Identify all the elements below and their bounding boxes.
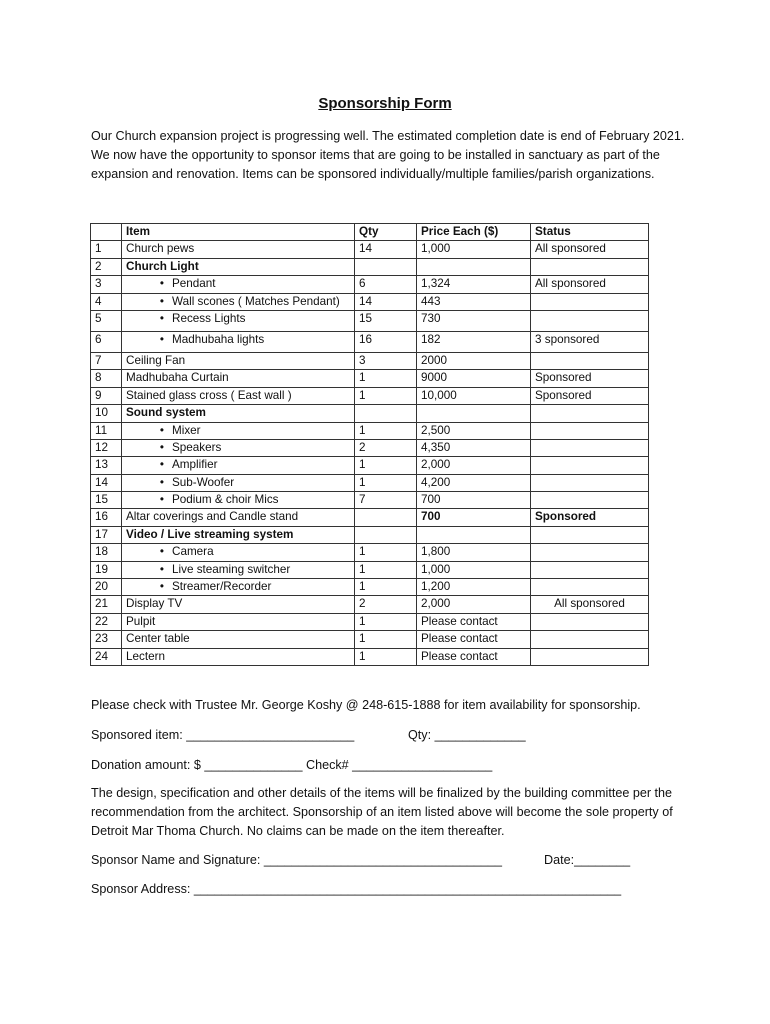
qty-cell <box>355 258 417 275</box>
table-row <box>91 474 649 491</box>
item-label: Streamer/Recorder <box>172 580 272 594</box>
qty-cell: 1 <box>355 613 417 630</box>
status-cell: Sponsored <box>531 370 649 387</box>
price-cell: 9000 <box>417 370 531 387</box>
qty-cell: 6 <box>355 276 417 293</box>
item-cell <box>122 579 355 596</box>
item-cell <box>122 596 355 613</box>
qty-cell: 1 <box>355 631 417 648</box>
price-cell <box>417 526 531 543</box>
status-cell <box>531 422 649 439</box>
price-cell: 700 <box>417 492 531 509</box>
item-label: Video / Live streaming system <box>126 527 294 541</box>
qty-cell: 2 <box>355 596 417 613</box>
price-cell: 1,000 <box>417 241 531 258</box>
qty-cell: 1 <box>355 422 417 439</box>
item-cell <box>122 310 355 331</box>
item-cell <box>122 258 355 275</box>
item-label: Stained glass cross ( East wall ) <box>126 388 292 402</box>
price-cell: 10,000 <box>417 387 531 404</box>
status-cell <box>531 544 649 561</box>
item-label: Podium & choir Mics <box>172 493 279 507</box>
row-number: 24 <box>91 648 122 665</box>
row-number: 18 <box>91 544 122 561</box>
header-price: Price Each ($) <box>417 224 531 241</box>
item-label: Center table <box>126 632 190 646</box>
item-label: Live steaming switcher <box>172 562 291 576</box>
header-item: Item <box>122 224 355 241</box>
price-cell: 2000 <box>417 352 531 369</box>
row-number: 3 <box>91 276 122 293</box>
price-cell <box>417 405 531 422</box>
row-number: 22 <box>91 613 122 630</box>
price-cell: 700 <box>417 509 531 526</box>
row-number: 17 <box>91 526 122 543</box>
item-cell <box>122 544 355 561</box>
item-cell <box>122 474 355 491</box>
item-label: Camera <box>172 545 214 559</box>
item-cell <box>122 526 355 543</box>
item-label: Madhubaha Curtain <box>126 371 229 385</box>
table-row <box>91 596 649 613</box>
row-number: 16 <box>91 509 122 526</box>
item-cell <box>122 387 355 404</box>
qty-cell <box>355 509 417 526</box>
intro-paragraph: Our Church expansion project is progressing well. The estimated completion date is end of February 2021. We now have the opportunity to sponsor items that are going to be installed in sanctuary as part of the expansion and renovation. Items can be sponsored individually/multiple families/parish organizations. <box>91 129 685 181</box>
qty-cell: 1 <box>355 474 417 491</box>
donation-amount-field[interactable]: Donation amount: $ ______________ Check# ____________________ <box>91 758 493 772</box>
qty-cell: 1 <box>355 561 417 578</box>
row-number: 7 <box>91 352 122 369</box>
item-cell <box>122 405 355 422</box>
status-cell <box>531 631 649 648</box>
table-row <box>91 387 649 404</box>
item-cell <box>122 561 355 578</box>
price-cell: 1,324 <box>417 276 531 293</box>
item-cell <box>122 276 355 293</box>
item-label: Wall scones ( Matches Pendant) <box>172 294 340 308</box>
table-row <box>91 370 649 387</box>
item-label: Lectern <box>126 649 165 663</box>
status-cell <box>531 258 649 275</box>
table-row <box>91 631 649 648</box>
table-row <box>91 352 649 369</box>
table-row <box>91 613 649 630</box>
table-row <box>91 509 649 526</box>
item-label: Speakers <box>172 440 222 454</box>
status-cell <box>531 648 649 665</box>
price-cell: 182 <box>417 331 531 352</box>
price-cell: Please contact <box>417 613 531 630</box>
item-label: Display TV <box>126 597 183 611</box>
qty-cell: 14 <box>355 293 417 310</box>
row-number: 6 <box>91 331 122 352</box>
item-label: Ceiling Fan <box>126 353 186 367</box>
price-cell: 2,000 <box>417 596 531 613</box>
status-cell: Sponsored <box>531 387 649 404</box>
status-cell <box>531 352 649 369</box>
status-cell <box>531 310 649 331</box>
row-number: 4 <box>91 293 122 310</box>
qty-cell: 1 <box>355 370 417 387</box>
status-cell <box>531 457 649 474</box>
status-cell: All sponsored <box>531 276 649 293</box>
bullet-icon: • <box>159 475 164 489</box>
bullet-icon: • <box>159 580 164 594</box>
bullet-icon: • <box>159 332 164 346</box>
form-title: Sponsorship Form <box>318 95 452 112</box>
table-row <box>91 492 649 509</box>
item-label: Pendant <box>172 277 216 291</box>
item-label: Recess Lights <box>172 311 246 325</box>
qty-cell <box>355 405 417 422</box>
header-no <box>91 224 122 241</box>
price-cell: 2,000 <box>417 457 531 474</box>
header-status: Status <box>531 224 649 241</box>
row-number: 21 <box>91 596 122 613</box>
status-cell <box>531 474 649 491</box>
qty-cell: 1 <box>355 544 417 561</box>
price-cell: 1,000 <box>417 561 531 578</box>
row-number: 10 <box>91 405 122 422</box>
sponsor-name-field[interactable]: Sponsor Name and Signature: __________________________________ <box>91 853 503 867</box>
status-cell <box>531 492 649 509</box>
row-number: 19 <box>91 561 122 578</box>
price-cell: 1,200 <box>417 579 531 596</box>
item-cell <box>122 241 355 258</box>
status-cell: 3 sponsored <box>531 331 649 352</box>
status-cell: All sponsored <box>531 596 649 613</box>
price-cell: 1,800 <box>417 544 531 561</box>
item-cell <box>122 613 355 630</box>
row-number: 12 <box>91 439 122 456</box>
price-cell: Please contact <box>417 648 531 665</box>
item-label: Church Light <box>126 259 199 273</box>
bullet-icon: • <box>159 458 164 472</box>
row-number: 13 <box>91 457 122 474</box>
item-cell <box>122 648 355 665</box>
table-row <box>91 526 649 543</box>
qty-cell: 14 <box>355 241 417 258</box>
item-cell <box>122 492 355 509</box>
item-cell <box>122 631 355 648</box>
item-cell <box>122 352 355 369</box>
price-cell: Please contact <box>417 631 531 648</box>
bullet-icon: • <box>159 311 164 325</box>
row-number: 9 <box>91 387 122 404</box>
qty-cell: 2 <box>355 439 417 456</box>
bullet-icon: • <box>159 493 164 507</box>
table-row <box>91 241 649 258</box>
row-number: 14 <box>91 474 122 491</box>
price-cell: 730 <box>417 310 531 331</box>
row-number: 1 <box>91 241 122 258</box>
qty-cell: 1 <box>355 387 417 404</box>
status-cell <box>531 526 649 543</box>
disclaimer-paragraph: The design, specification and other details of the items will be finalized by the building committee per the recommendation from the architect. Sponsorship of an item listed above will become the sole property of Detroit Mar Thoma Church. No claims can be made on the item thereafter. <box>91 786 673 838</box>
date-field[interactable]: Date:________ <box>544 853 631 867</box>
sponsored-item-field[interactable]: Sponsored item: ________________________ <box>91 728 355 742</box>
status-cell <box>531 439 649 456</box>
table-row <box>91 293 649 310</box>
status-cell: Sponsored <box>531 509 649 526</box>
qty-cell <box>355 526 417 543</box>
table-row <box>91 457 649 474</box>
item-label: Madhubaha lights <box>172 332 265 346</box>
item-cell <box>122 457 355 474</box>
qty-field[interactable]: Qty: _____________ <box>408 728 526 742</box>
row-number: 20 <box>91 579 122 596</box>
qty-cell: 1 <box>355 579 417 596</box>
qty-cell: 1 <box>355 457 417 474</box>
qty-cell: 15 <box>355 310 417 331</box>
table-row <box>91 405 649 422</box>
price-cell: 2,500 <box>417 422 531 439</box>
sponsor-address-field[interactable]: Sponsor Address: _____________________________________________________________ <box>91 882 622 896</box>
table-row <box>91 439 649 456</box>
item-label: Sub-Woofer <box>172 475 235 489</box>
bullet-icon: • <box>159 277 164 291</box>
item-cell <box>122 293 355 310</box>
qty-cell: 16 <box>355 331 417 352</box>
status-cell <box>531 579 649 596</box>
table-row <box>91 331 649 352</box>
status-cell <box>531 613 649 630</box>
item-label: Pulpit <box>126 614 156 628</box>
table-header-row <box>91 224 649 241</box>
status-cell <box>531 293 649 310</box>
row-number: 15 <box>91 492 122 509</box>
price-cell: 4,200 <box>417 474 531 491</box>
row-number: 5 <box>91 310 122 331</box>
item-cell <box>122 422 355 439</box>
qty-cell: 1 <box>355 648 417 665</box>
status-cell <box>531 405 649 422</box>
table-row <box>91 422 649 439</box>
item-label: Amplifier <box>172 458 218 472</box>
header-qty: Qty <box>355 224 417 241</box>
price-cell: 4,350 <box>417 439 531 456</box>
contact-line: Please check with Trustee Mr. George Koshy @ 248-615-1888 for item availability for sponsorship. <box>91 698 641 712</box>
table-row <box>91 579 649 596</box>
qty-cell: 7 <box>355 492 417 509</box>
item-cell <box>122 370 355 387</box>
bullet-icon: • <box>159 545 164 559</box>
qty-cell: 3 <box>355 352 417 369</box>
price-cell: 443 <box>417 293 531 310</box>
row-number: 23 <box>91 631 122 648</box>
item-cell <box>122 331 355 352</box>
table-row <box>91 276 649 293</box>
bullet-icon: • <box>159 294 164 308</box>
table-row <box>91 561 649 578</box>
table-row <box>91 258 649 275</box>
bullet-icon: • <box>159 423 164 437</box>
item-cell <box>122 439 355 456</box>
bullet-icon: • <box>159 562 164 576</box>
table-row <box>91 310 649 331</box>
status-cell <box>531 561 649 578</box>
price-cell <box>417 258 531 275</box>
table-row <box>91 544 649 561</box>
table-row <box>91 648 649 665</box>
item-label: Altar coverings and Candle stand <box>126 510 299 524</box>
item-label: Church pews <box>126 242 195 256</box>
item-label: Mixer <box>172 423 201 437</box>
row-number: 8 <box>91 370 122 387</box>
item-label: Sound system <box>126 406 206 420</box>
item-cell <box>122 509 355 526</box>
status-cell: All sponsored <box>531 241 649 258</box>
row-number: 11 <box>91 422 122 439</box>
items-table <box>90 223 649 666</box>
bullet-icon: • <box>159 440 164 454</box>
row-number: 2 <box>91 258 122 275</box>
